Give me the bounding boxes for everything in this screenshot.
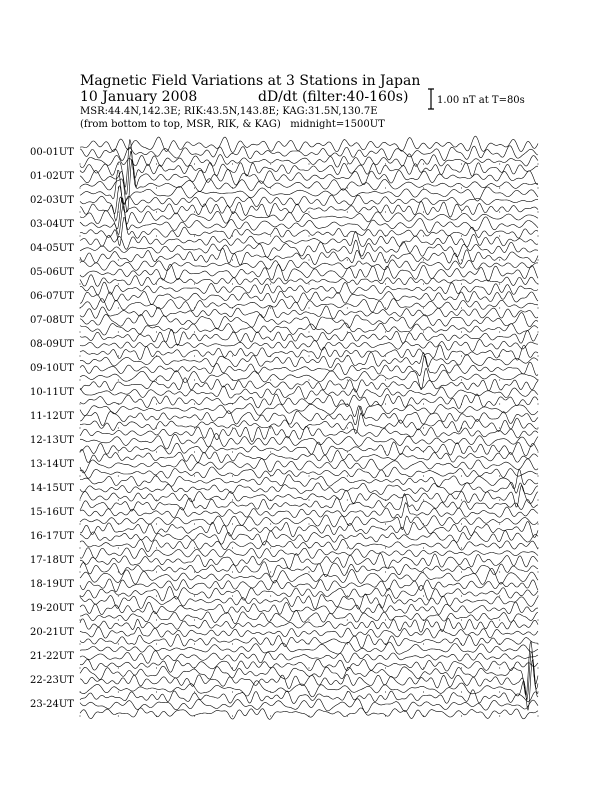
row-label: 17-18UT — [30, 555, 74, 566]
trace-rik — [80, 651, 538, 664]
trace-msr — [80, 539, 538, 552]
row-label: 13-14UT — [30, 459, 74, 470]
row-label: 22-23UT — [30, 675, 74, 686]
row-label: 00-01UT — [30, 147, 74, 158]
row-labels — [30, 147, 74, 710]
row-label: 20-21UT — [30, 627, 74, 638]
row-label: 10-11UT — [30, 387, 74, 398]
trace-rik — [80, 503, 538, 518]
row-label: 18-19UT — [30, 579, 74, 590]
row-label: 19-20UT — [30, 603, 74, 614]
trace-rik — [80, 553, 538, 569]
trace-msr — [80, 659, 538, 672]
scale-bar — [428, 89, 434, 109]
row-label: 16-17UT — [30, 531, 74, 542]
date-label: 10 January 2008 — [80, 89, 198, 105]
trace-rik — [80, 356, 538, 376]
row-label: 04-05UT — [30, 243, 74, 254]
scale-label: 1.00 nT at T=80s — [437, 95, 525, 106]
row-label: 15-16UT — [30, 507, 74, 518]
trace-rik — [80, 602, 538, 615]
trace-kag — [80, 469, 538, 489]
row-label: 14-15UT — [30, 483, 74, 494]
chart-title: Magnetic Field Variations at 3 Stations in Japan — [80, 73, 421, 89]
trace-kag — [80, 548, 538, 559]
scale-bar-mark — [428, 89, 434, 109]
row-label: 03-04UT — [30, 219, 74, 230]
row-label: 05-06UT — [30, 267, 74, 278]
minute-ticks — [80, 235, 538, 237]
trace-kag — [80, 260, 538, 271]
trace-kag — [80, 352, 538, 367]
trace-rik — [80, 146, 538, 161]
row-label: 12-13UT — [30, 435, 74, 446]
trace-kag — [80, 136, 538, 152]
trace-kag — [80, 404, 538, 417]
minute-ticks — [80, 571, 538, 573]
trace-rik — [80, 482, 538, 494]
trace-kag — [80, 568, 538, 584]
row-label: 02-03UT — [30, 195, 74, 206]
row-label: 09-10UT — [30, 363, 74, 374]
trace-msr — [80, 323, 538, 335]
row-label: 21-22UT — [30, 651, 74, 662]
trace-rik — [80, 627, 538, 638]
component-label: dD/dt (filter:40-160s) — [258, 89, 409, 105]
station-coordinates: MSR:44.4N,142.3E; RIK:43.5N,143.8E; KAG:31.5N,130.7E — [80, 106, 378, 117]
trace-rik — [80, 579, 538, 592]
trace-msr — [80, 708, 538, 720]
trace-rik — [80, 434, 538, 450]
trace-msr — [80, 217, 538, 245]
trace-msr — [80, 160, 538, 212]
row-label: 23-24UT — [30, 699, 74, 710]
minute-ticks — [80, 379, 538, 381]
row-label: 11-12UT — [30, 411, 74, 422]
minute-ticks — [80, 499, 538, 501]
trace-msr — [80, 610, 538, 624]
row-label: 06-07UT — [30, 291, 74, 302]
trace-msr — [80, 585, 538, 601]
row-label: 01-02UT — [30, 171, 74, 182]
station-order-note: (from bottom to top, MSR, RIK, & KAG) midnight=1500UT — [80, 119, 385, 130]
trace-rik — [80, 264, 538, 281]
trace-rik — [80, 407, 538, 426]
trace-msr — [80, 394, 538, 408]
row-label: 07-08UT — [30, 315, 74, 326]
row-label: 08-09UT — [30, 339, 74, 350]
trace-rik — [80, 291, 538, 305]
trace-layer — [80, 136, 538, 719]
trace-msr — [80, 515, 538, 530]
